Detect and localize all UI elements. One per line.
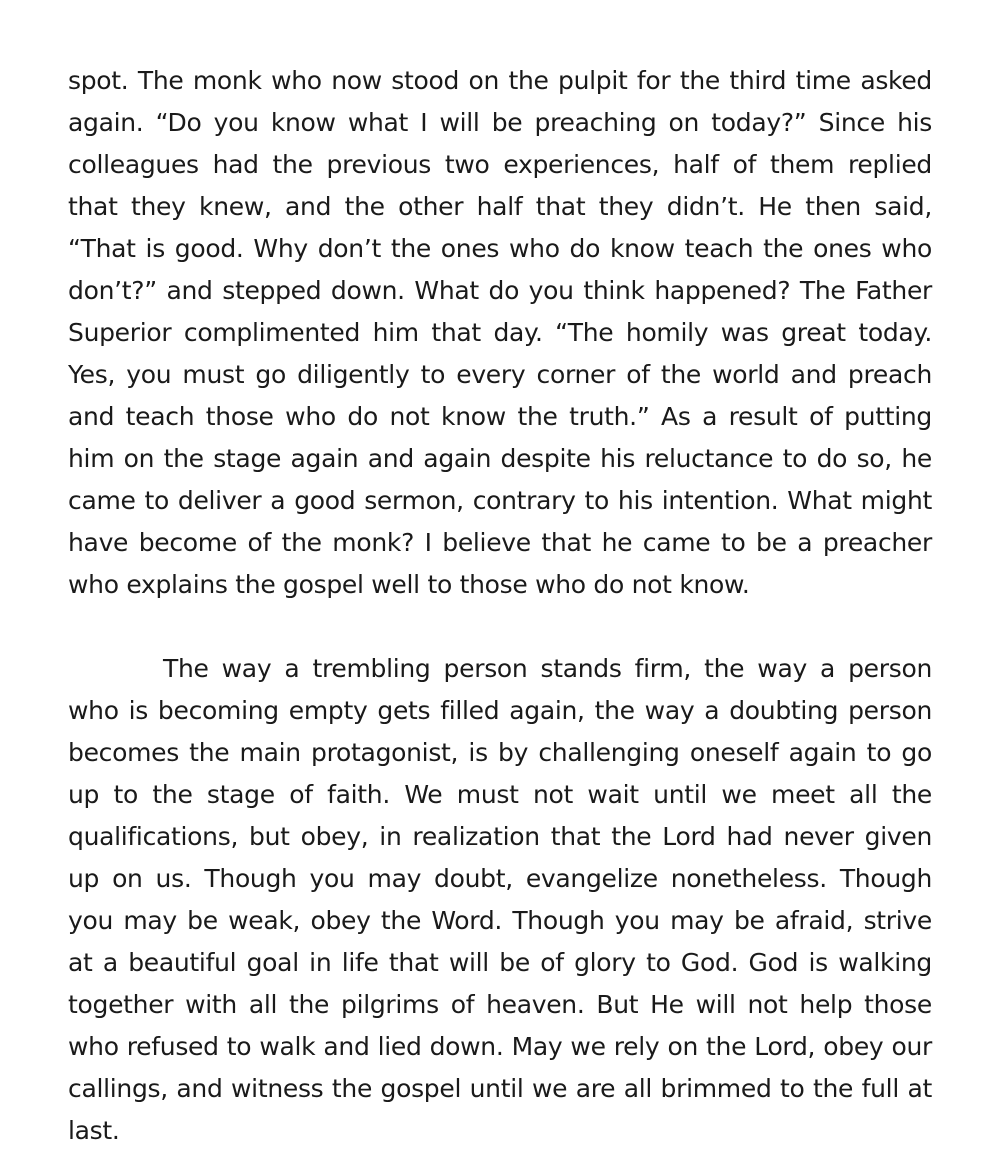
document-page [68, 60, 932, 1152]
paragraph-monk-story: spot. The monk who now stood on the pulpit for the third time asked again. “Do you know what I will be preaching on today?” Since his colleagues had the previous two experiences, half of them replied that they knew, and the other half that they didn’t. He then said, “That is good. Why don’t the ones who do know teach the ones who don’t?” and stepped down. What do you think happened? The Father Superior complimented him that day. “The homily was great today. Yes, you must go diligently to every corner of the world and preach and teach those who do not know the truth.” As a result of putting him on the stage again and again despite his reluctance to do so, he came to deliver a good sermon, contrary to his intention. What might have become of the monk? I believe that he came to be a preacher who explains the gospel well to those who do not know. [68, 66, 932, 599]
paragraph-stage-of-faith: The way a trembling person stands firm, the way a person who is becoming empty gets filled again, the way a doubting person becomes the main protagonist, is by challenging oneself again to go up to the stage of faith. We must not wait until we meet all the qualifications, but obey, in realization that the Lord had never given up on us. Though you may doubt, evangelize nonetheless. Though you may be weak, obey the Word. Though you may be afraid, strive at a beautiful goal in life that will be of glory to God. God is walking together with all the pilgrims of heaven. But He will not help those who refused to walk and lied down. May we rely on the Lord, obey our callings, and witness the gospel until we are all brimmed to the full at last. [68, 654, 932, 1145]
